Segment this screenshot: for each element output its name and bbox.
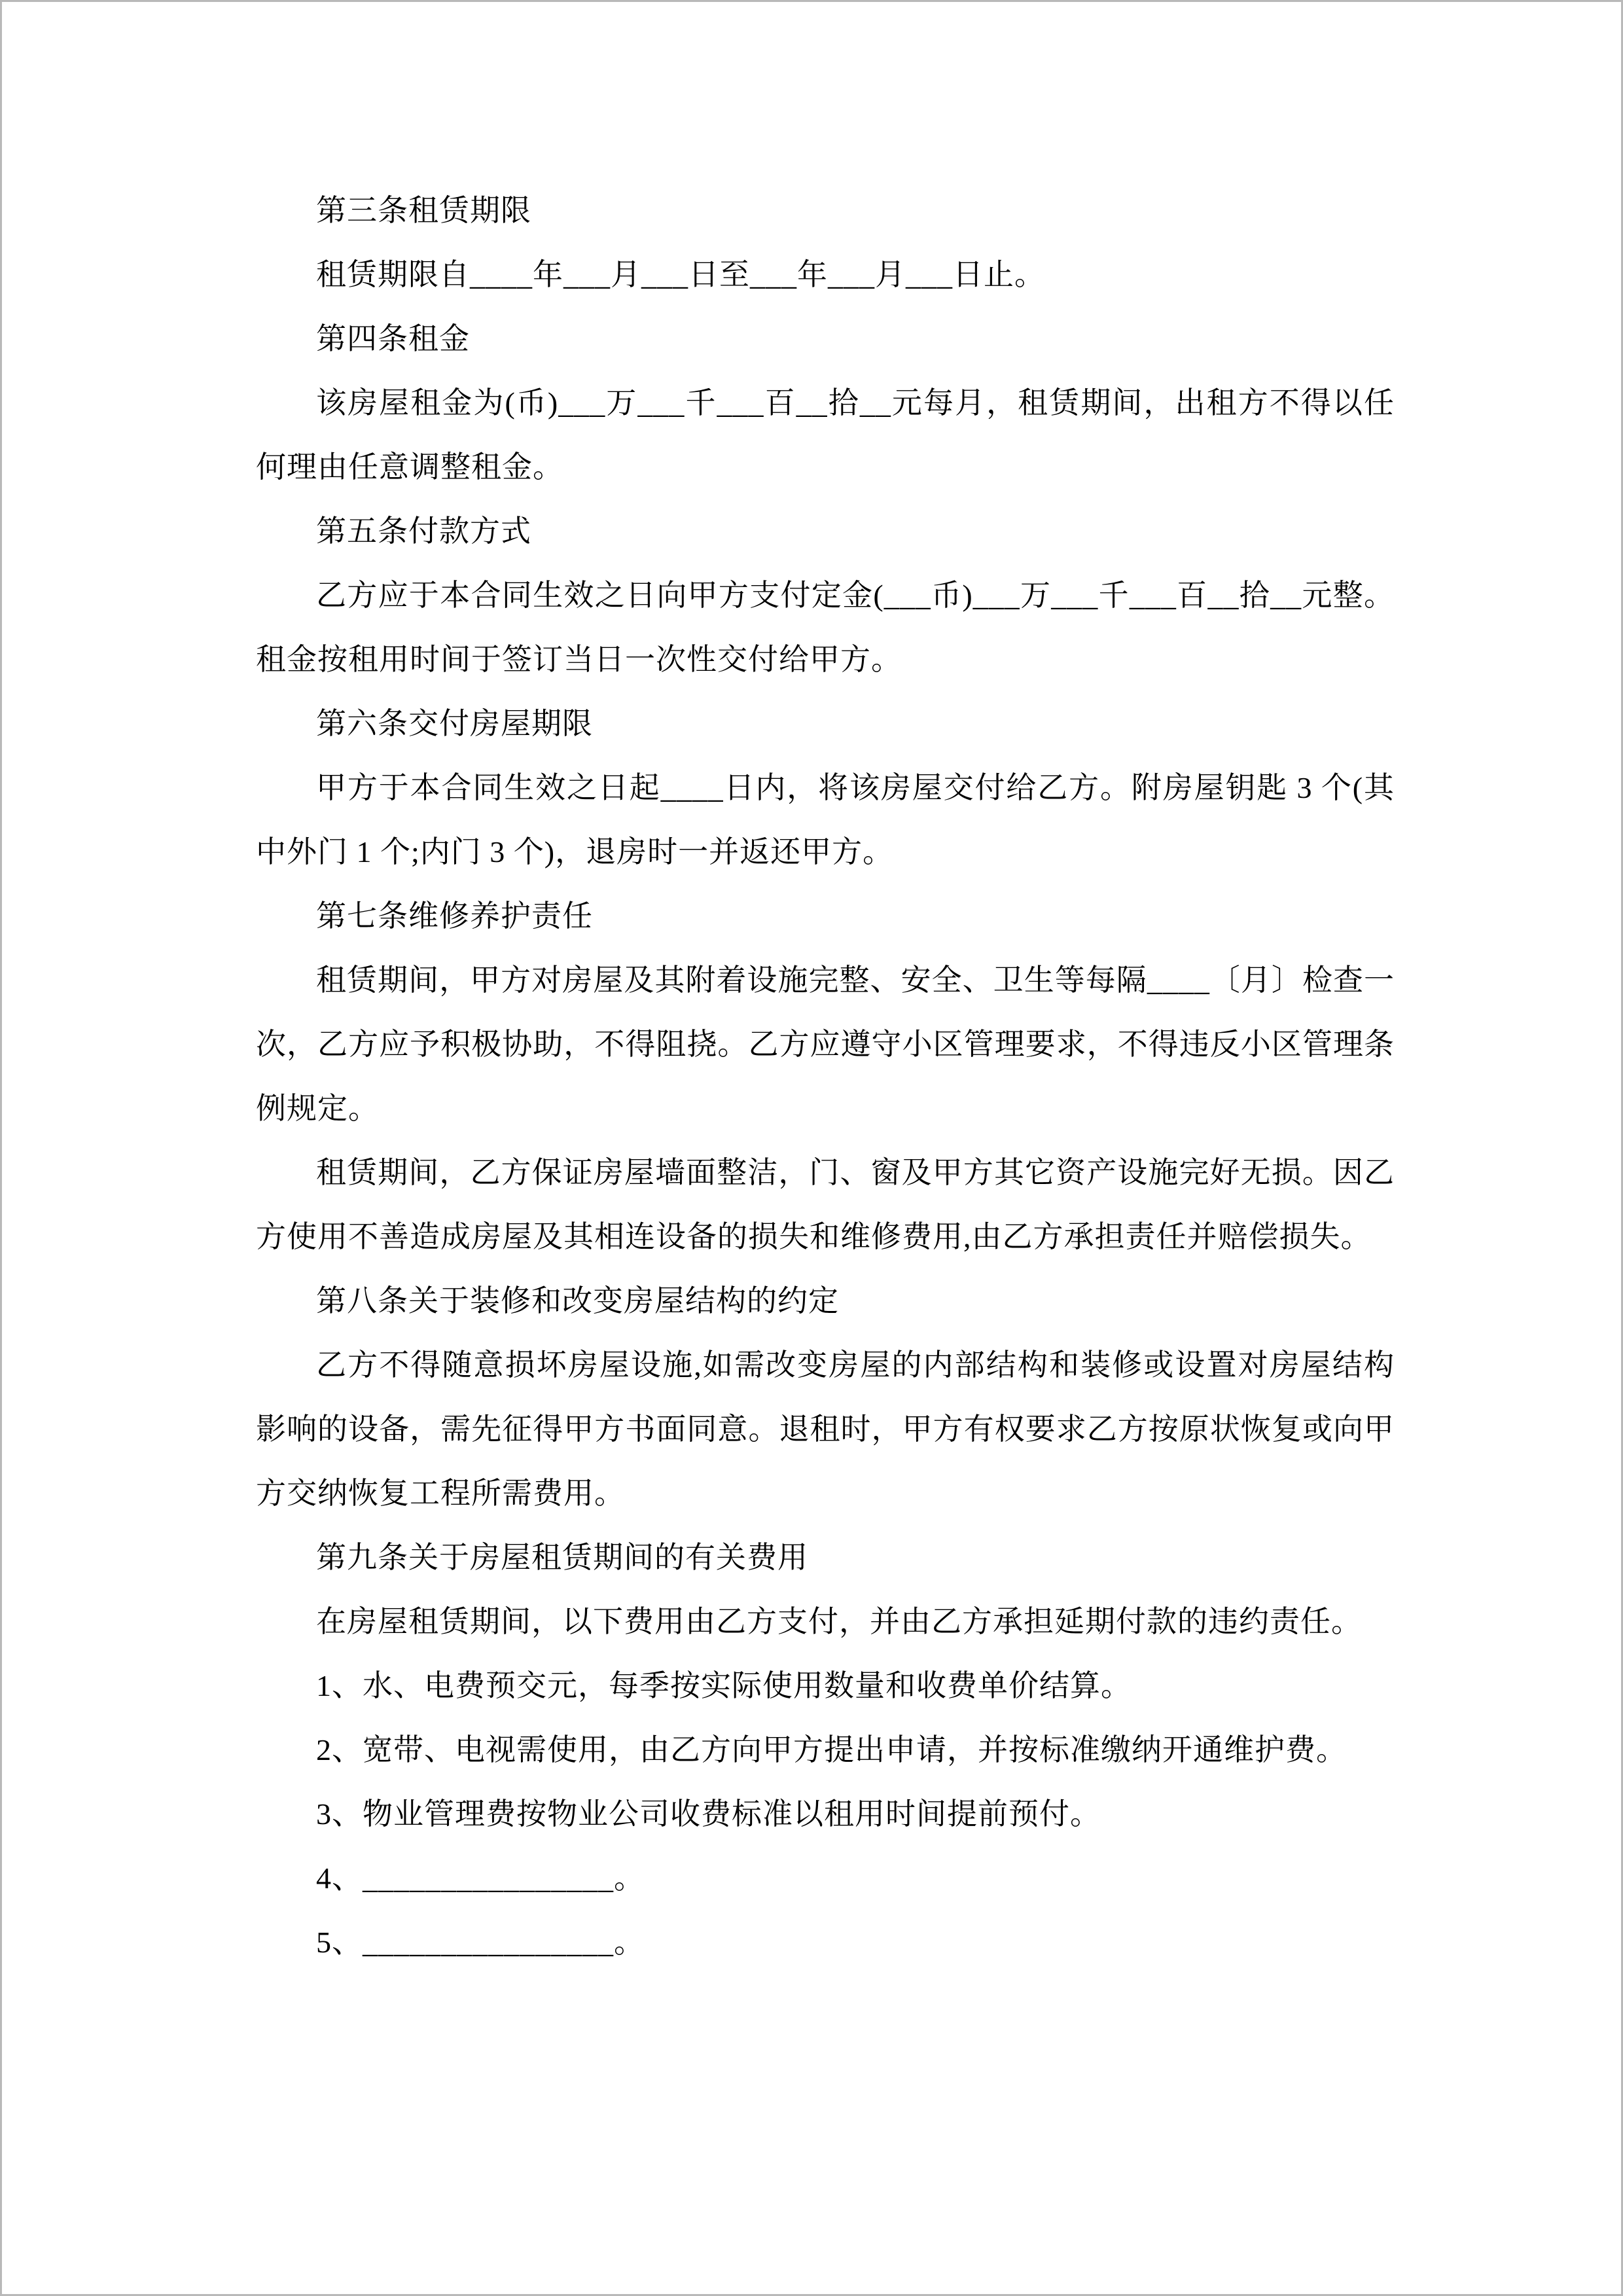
list-item-fee-1: 1、水、电费预交元，每季按实际使用数量和收费单价结算。 (316, 1669, 1132, 1702)
section-heading-article5: 第五条付款方式 (316, 514, 531, 548)
section-heading-article8: 第八条关于装修和改变房屋结构的约定 (316, 1284, 839, 1318)
list-item-fee-5: 5、________________。 (316, 1926, 645, 1959)
list-item-fee-2: 2、宽带、电视需使用，由乙方向甲方提出申请，并按标准缴纳开通维护费。 (316, 1733, 1347, 1767)
paragraph-lease-term: 租赁期限自____年___月___日至___年___月___日止。 (316, 258, 1045, 291)
paragraph-rent-amount: 该房屋租金为(币)___万___千___百__拾__元每月，租赁期间，出租方不得以任何理由任意调整租金。 (256, 386, 1395, 484)
paragraph-maintenance-2: 租赁期间，乙方保证房屋墙面整洁，门、窗及甲方其它资产设施完好无损。因乙方使用不善造成房屋及其相连设备的损失和维修费用,由乙方承担责任并赔偿损失。 (256, 1156, 1395, 1253)
section-heading-article4: 第四条租金 (316, 322, 470, 355)
document-content (256, 179, 1395, 1975)
paragraph-fees-intro: 在房屋租赁期间，以下费用由乙方支付，并由乙方承担延期付款的违约责任。 (316, 1605, 1362, 1638)
section-heading-article6: 第六条交付房屋期限 (316, 707, 593, 740)
list-item-fee-4: 4、________________。 (316, 1861, 645, 1895)
list-item-fee-3: 3、物业管理费按物业公司收费标准以租用时间提前预付。 (316, 1797, 1101, 1831)
section-heading-article3: 第三条租赁期限 (316, 194, 531, 227)
paragraph-maintenance-1: 租赁期间，甲方对房屋及其附着设施完整、安全、卫生等每隔____〔月〕检查一次，乙方应予积极协助，不得阻挠。乙方应遵守小区管理要求，不得违反小区管理条例规定。 (256, 963, 1395, 1125)
paragraph-payment-method: 乙方应于本合同生效之日向甲方支付定金(___币)___万___千___百__拾__元整。租金按租用时间于签订当日一次性交付给甲方。 (256, 579, 1395, 676)
section-heading-article7: 第七条维修养护责任 (316, 899, 593, 933)
paragraph-house-delivery: 甲方于本合同生效之日起____日内，将该房屋交付给乙方。附房屋钥匙 3 个(其中外门 1 个;内门 3 个)，退房时一并返还甲方。 (256, 771, 1395, 869)
paragraph-renovation: 乙方不得随意损坏房屋设施,如需改变房屋的内部结构和装修或设置对房屋结构影响的设备，需先征得甲方书面同意。退租时，甲方有权要求乙方按原状恢复或向甲方交纳恢复工程所需费用。 (256, 1348, 1395, 1510)
section-heading-article9: 第九条关于房屋租赁期间的有关费用 (316, 1541, 808, 1574)
